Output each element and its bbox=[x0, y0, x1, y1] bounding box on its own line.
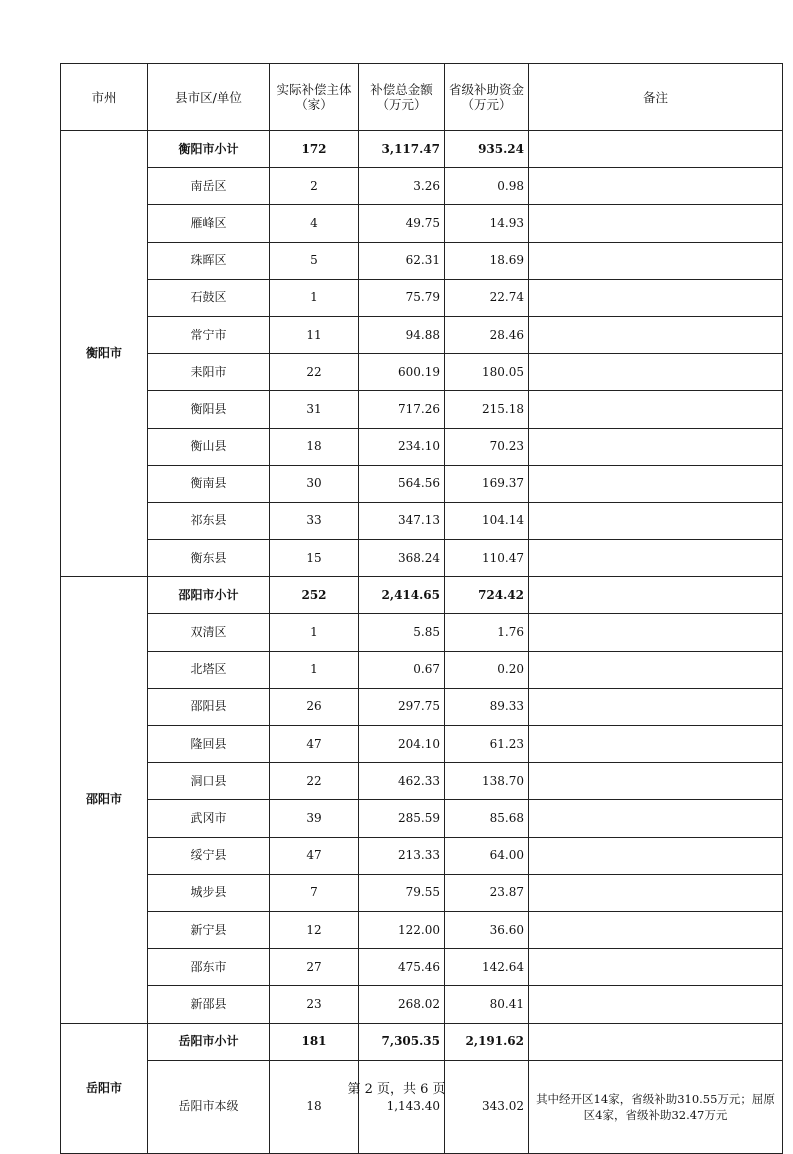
total-amount-cell: 49.75 bbox=[359, 205, 445, 242]
subsidy-amount-cell: 2,191.62 bbox=[445, 1023, 529, 1060]
subject-count-cell: 18 bbox=[270, 1060, 359, 1153]
note-cell bbox=[529, 911, 783, 948]
note-cell bbox=[529, 354, 783, 391]
table-row bbox=[61, 726, 783, 763]
subject-count-cell: 30 bbox=[270, 465, 359, 502]
subject-count-cell: 23 bbox=[270, 986, 359, 1023]
subsidy-amount-cell: 14.93 bbox=[445, 205, 529, 242]
note-cell bbox=[529, 242, 783, 279]
city-cell: 邵阳市 bbox=[61, 577, 148, 1023]
note-cell bbox=[529, 577, 783, 614]
unit-name-cell: 衡阳市小计 bbox=[148, 131, 270, 168]
note-cell bbox=[529, 465, 783, 502]
note-cell bbox=[529, 874, 783, 911]
subtotal-row bbox=[61, 1023, 783, 1060]
table-row bbox=[61, 316, 783, 353]
subsidy-amount-cell: 1.76 bbox=[445, 614, 529, 651]
note-cell bbox=[529, 131, 783, 168]
note-cell bbox=[529, 428, 783, 465]
subsidy-amount-cell: 89.33 bbox=[445, 688, 529, 725]
table-row bbox=[61, 763, 783, 800]
total-amount-cell: 62.31 bbox=[359, 242, 445, 279]
compensation-table-container bbox=[60, 63, 783, 1154]
table-row bbox=[61, 168, 783, 205]
subject-count-cell: 39 bbox=[270, 800, 359, 837]
total-amount-cell: 2,414.65 bbox=[359, 577, 445, 614]
subject-count-cell: 12 bbox=[270, 911, 359, 948]
subsidy-amount-cell: 64.00 bbox=[445, 837, 529, 874]
subsidy-amount-cell: 70.23 bbox=[445, 428, 529, 465]
header-unit: 县市区/单位 bbox=[148, 64, 270, 131]
note-cell bbox=[529, 540, 783, 577]
unit-name-cell: 衡阳县 bbox=[148, 391, 270, 428]
city-cell: 岳阳市 bbox=[61, 1023, 148, 1153]
total-amount-cell: 368.24 bbox=[359, 540, 445, 577]
total-amount-cell: 0.67 bbox=[359, 651, 445, 688]
table-row bbox=[61, 986, 783, 1023]
note-cell bbox=[529, 949, 783, 986]
total-amount-cell: 475.46 bbox=[359, 949, 445, 986]
subsidy-amount-cell: 169.37 bbox=[445, 465, 529, 502]
total-amount-cell: 3,117.47 bbox=[359, 131, 445, 168]
subject-count-cell: 2 bbox=[270, 168, 359, 205]
total-amount-cell: 564.56 bbox=[359, 465, 445, 502]
unit-name-cell: 石鼓区 bbox=[148, 279, 270, 316]
subsidy-amount-cell: 28.46 bbox=[445, 316, 529, 353]
unit-name-cell: 常宁市 bbox=[148, 316, 270, 353]
subsidy-amount-cell: 142.64 bbox=[445, 949, 529, 986]
subject-count-cell: 47 bbox=[270, 726, 359, 763]
subject-count-cell: 15 bbox=[270, 540, 359, 577]
unit-name-cell: 岳阳市本级 bbox=[148, 1060, 270, 1153]
unit-name-cell: 珠晖区 bbox=[148, 242, 270, 279]
table-body bbox=[61, 131, 783, 1154]
total-amount-cell: 347.13 bbox=[359, 502, 445, 539]
subsidy-amount-cell: 61.23 bbox=[445, 726, 529, 763]
subject-count-cell: 22 bbox=[270, 763, 359, 800]
note-cell bbox=[529, 726, 783, 763]
header-row bbox=[61, 64, 783, 131]
subject-count-cell: 1 bbox=[270, 614, 359, 651]
city-cell: 衡阳市 bbox=[61, 131, 148, 577]
table-row bbox=[61, 354, 783, 391]
subtotal-row bbox=[61, 131, 783, 168]
subject-count-cell: 5 bbox=[270, 242, 359, 279]
total-amount-cell: 234.10 bbox=[359, 428, 445, 465]
note-cell bbox=[529, 205, 783, 242]
unit-name-cell: 衡南县 bbox=[148, 465, 270, 502]
table-row bbox=[61, 242, 783, 279]
note-cell bbox=[529, 391, 783, 428]
total-amount-cell: 717.26 bbox=[359, 391, 445, 428]
total-amount-cell: 7,305.35 bbox=[359, 1023, 445, 1060]
subsidy-amount-cell: 110.47 bbox=[445, 540, 529, 577]
subject-count-cell: 27 bbox=[270, 949, 359, 986]
table-row bbox=[61, 614, 783, 651]
compensation-table bbox=[60, 63, 783, 1154]
total-amount-cell: 122.00 bbox=[359, 911, 445, 948]
subject-count-cell: 33 bbox=[270, 502, 359, 539]
unit-name-cell: 邵阳市小计 bbox=[148, 577, 270, 614]
total-amount-cell: 75.79 bbox=[359, 279, 445, 316]
table-row bbox=[61, 465, 783, 502]
total-amount-cell: 3.26 bbox=[359, 168, 445, 205]
subject-count-cell: 22 bbox=[270, 354, 359, 391]
subsidy-amount-cell: 215.18 bbox=[445, 391, 529, 428]
table-row bbox=[61, 391, 783, 428]
subsidy-amount-cell: 80.41 bbox=[445, 986, 529, 1023]
unit-name-cell: 绥宁县 bbox=[148, 837, 270, 874]
note-cell: 其中经开区14家，省级补助310.55万元；屈原区4家，省级补助32.47万元 bbox=[529, 1060, 783, 1153]
total-amount-cell: 268.02 bbox=[359, 986, 445, 1023]
total-amount-cell: 213.33 bbox=[359, 837, 445, 874]
subject-count-cell: 1 bbox=[270, 279, 359, 316]
note-cell bbox=[529, 651, 783, 688]
unit-name-cell: 雁峰区 bbox=[148, 205, 270, 242]
subject-count-cell: 47 bbox=[270, 837, 359, 874]
subsidy-amount-cell: 23.87 bbox=[445, 874, 529, 911]
note-cell bbox=[529, 1023, 783, 1060]
table-row bbox=[61, 1060, 783, 1153]
subject-count-cell: 181 bbox=[270, 1023, 359, 1060]
unit-name-cell: 武冈市 bbox=[148, 800, 270, 837]
subject-count-cell: 1 bbox=[270, 651, 359, 688]
total-amount-cell: 1,143.40 bbox=[359, 1060, 445, 1153]
total-amount-cell: 462.33 bbox=[359, 763, 445, 800]
subsidy-amount-cell: 104.14 bbox=[445, 502, 529, 539]
unit-name-cell: 双清区 bbox=[148, 614, 270, 651]
table-row bbox=[61, 949, 783, 986]
table-row bbox=[61, 874, 783, 911]
subject-count-cell: 11 bbox=[270, 316, 359, 353]
total-amount-cell: 285.59 bbox=[359, 800, 445, 837]
subject-count-cell: 18 bbox=[270, 428, 359, 465]
subsidy-amount-cell: 22.74 bbox=[445, 279, 529, 316]
unit-name-cell: 城步县 bbox=[148, 874, 270, 911]
subsidy-amount-cell: 0.98 bbox=[445, 168, 529, 205]
unit-name-cell: 北塔区 bbox=[148, 651, 270, 688]
header-note: 备注 bbox=[529, 64, 783, 131]
table-row bbox=[61, 428, 783, 465]
subject-count-cell: 7 bbox=[270, 874, 359, 911]
subsidy-amount-cell: 0.20 bbox=[445, 651, 529, 688]
subject-count-cell: 26 bbox=[270, 688, 359, 725]
table-row bbox=[61, 540, 783, 577]
unit-name-cell: 隆回县 bbox=[148, 726, 270, 763]
table-row bbox=[61, 800, 783, 837]
note-cell bbox=[529, 986, 783, 1023]
subsidy-amount-cell: 724.42 bbox=[445, 577, 529, 614]
total-amount-cell: 297.75 bbox=[359, 688, 445, 725]
header-subjects: 实际补偿主体（家） bbox=[270, 64, 359, 131]
subsidy-amount-cell: 935.24 bbox=[445, 131, 529, 168]
subsidy-amount-cell: 36.60 bbox=[445, 911, 529, 948]
table-row bbox=[61, 688, 783, 725]
unit-name-cell: 新邵县 bbox=[148, 986, 270, 1023]
note-cell bbox=[529, 168, 783, 205]
note-cell bbox=[529, 614, 783, 651]
subject-count-cell: 172 bbox=[270, 131, 359, 168]
subject-count-cell: 31 bbox=[270, 391, 359, 428]
total-amount-cell: 204.10 bbox=[359, 726, 445, 763]
subject-count-cell: 252 bbox=[270, 577, 359, 614]
note-cell bbox=[529, 688, 783, 725]
subject-count-cell: 4 bbox=[270, 205, 359, 242]
subsidy-amount-cell: 85.68 bbox=[445, 800, 529, 837]
table-row bbox=[61, 837, 783, 874]
note-cell bbox=[529, 763, 783, 800]
subtotal-row bbox=[61, 577, 783, 614]
unit-name-cell: 邵阳县 bbox=[148, 688, 270, 725]
unit-name-cell: 邵东市 bbox=[148, 949, 270, 986]
unit-name-cell: 洞口县 bbox=[148, 763, 270, 800]
unit-name-cell: 耒阳市 bbox=[148, 354, 270, 391]
total-amount-cell: 5.85 bbox=[359, 614, 445, 651]
total-amount-cell: 79.55 bbox=[359, 874, 445, 911]
unit-name-cell: 祁东县 bbox=[148, 502, 270, 539]
note-cell bbox=[529, 316, 783, 353]
page-footer: 第 2 页，共 6 页 bbox=[347, 1082, 446, 1097]
table-row bbox=[61, 205, 783, 242]
header-subsidy: 省级补助资金（万元） bbox=[445, 64, 529, 131]
header-city: 市州 bbox=[61, 64, 148, 131]
note-cell bbox=[529, 800, 783, 837]
subsidy-amount-cell: 18.69 bbox=[445, 242, 529, 279]
unit-name-cell: 衡山县 bbox=[148, 428, 270, 465]
subsidy-amount-cell: 343.02 bbox=[445, 1060, 529, 1153]
unit-name-cell: 岳阳市小计 bbox=[148, 1023, 270, 1060]
subsidy-amount-cell: 180.05 bbox=[445, 354, 529, 391]
note-cell bbox=[529, 279, 783, 316]
note-cell bbox=[529, 837, 783, 874]
total-amount-cell: 94.88 bbox=[359, 316, 445, 353]
total-amount-cell: 600.19 bbox=[359, 354, 445, 391]
table-row bbox=[61, 502, 783, 539]
subsidy-amount-cell: 138.70 bbox=[445, 763, 529, 800]
table-row bbox=[61, 279, 783, 316]
note-cell bbox=[529, 502, 783, 539]
table-row bbox=[61, 911, 783, 948]
table-row bbox=[61, 651, 783, 688]
unit-name-cell: 新宁县 bbox=[148, 911, 270, 948]
unit-name-cell: 南岳区 bbox=[148, 168, 270, 205]
header-total: 补偿总金额（万元） bbox=[359, 64, 445, 131]
unit-name-cell: 衡东县 bbox=[148, 540, 270, 577]
